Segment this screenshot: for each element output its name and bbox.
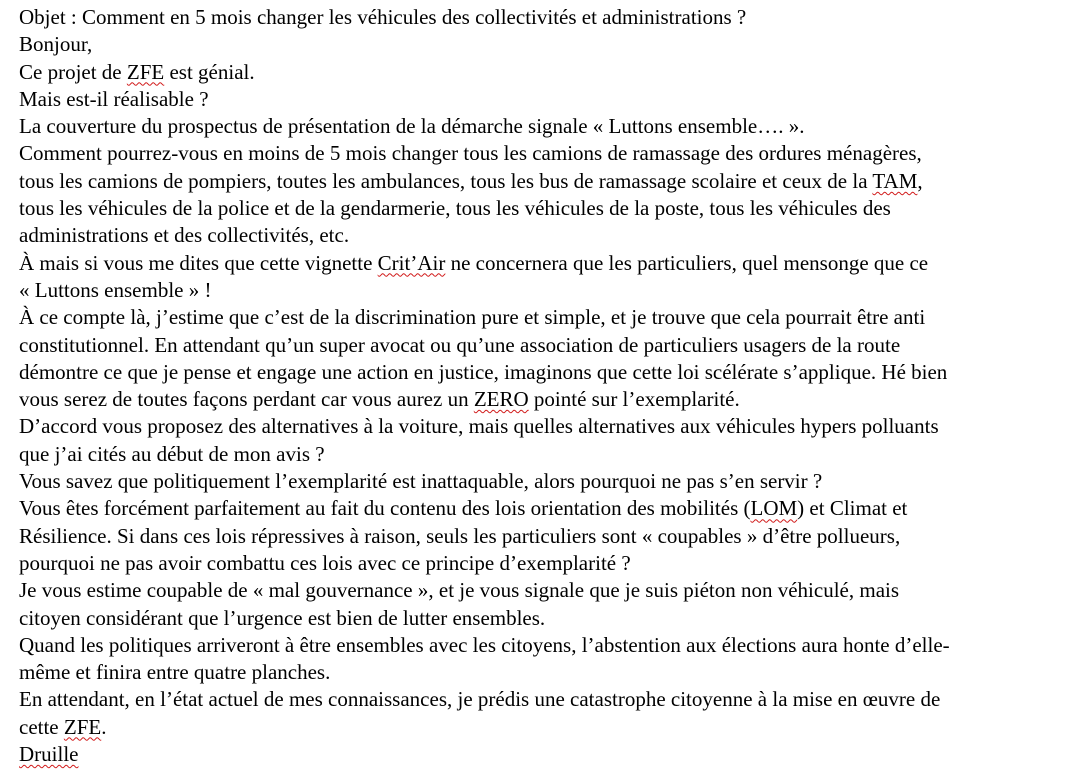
paragraph-9-line-3: pourquoi ne pas avoir combattu ces lois avec ce principe d’exemplarité ? [19,550,631,575]
text-run: cette [19,714,64,739]
spellcheck-flagged-word: ZFE [126,59,165,84]
spellcheck-flagged-word: LOM [750,496,798,521]
paragraph-1 [19,59,1081,86]
text-run: ne concernera que les particuliers, quel mensonge que ce [445,250,929,275]
paragraph-10 [19,577,1081,632]
text-run: vous serez de toutes façons perdant car vous aurez un [19,387,474,412]
text-run: , [917,168,923,193]
paragraph-1-line [19,59,1081,86]
spellcheck-flagged-word: Crit’Air [377,250,446,275]
paragraph-8 [19,468,1081,495]
paragraph-5 [19,250,1081,305]
paragraph-9 [19,495,1081,577]
text-run: . [101,714,107,739]
paragraph-4 [19,140,1081,249]
paragraph-2-line: Mais est-il réalisable ? [19,86,209,111]
paragraph-12-line-2 [19,714,1081,741]
paragraph-10-line-1: Je vous estime coupable de « mal gouvernance », et je vous signale que je suis piéton non véhiculé, mais [19,578,900,603]
paragraph-4-line-4: administrations et des collectivités, etc. [19,223,350,248]
paragraph-3-line: La couverture du prospectus de présentation de la démarche signale « Luttons ensemble…. ». [19,114,805,139]
paragraph-4-line-3: tous les véhicules de la police et de la gendarmerie, tous les véhicules de la poste, tous les véhicules des [19,196,891,221]
paragraph-11 [19,632,1081,687]
letter-document [19,4,1081,768]
paragraph-12-line-1: En attendant, en l’état actuel de mes connaissances, je prédis une catastrophe citoyenne à la mise en œuvre de [19,687,941,712]
greeting-line: Bonjour, [19,32,93,57]
paragraph-9-line-1 [19,495,1081,522]
paragraph-2 [19,86,1081,113]
paragraph-10-line-2: citoyen considérant que l’urgence est bien de lutter ensembles. [19,605,546,630]
paragraph-5-line-1 [19,250,1081,277]
paragraph-6-line-4 [19,386,1081,413]
text-run: Vous êtes forcément parfaitement au fait du contenu des lois orientation des mobilités ( [19,496,751,521]
text-run: est génial. [164,59,255,84]
text-run: Ce projet de [19,59,127,84]
signature-line: Druille [19,742,79,767]
text-run: tous les camions de pompiers, toutes les ambulances, tous les bus de ramassage scolaire et ceux de la [19,168,873,193]
letter-subject [19,4,1081,31]
paragraph-3 [19,113,1081,140]
text-run: À mais si vous me dites que cette vignette [19,250,378,275]
paragraph-6-line-3: démontre ce que je pense et engage une action en justice, imaginons que cette loi scélérate s’applique. Hé bien [19,359,948,384]
spellcheck-flagged-word: ZERO [473,387,529,412]
text-run: pointé sur l’exemplarité. [528,387,740,412]
paragraph-7-line-1: D’accord vous proposez des alternatives à la voiture, mais quelles alternatives aux véhicules hypers polluants [19,414,939,439]
text-run: ) et Climat et [797,496,908,521]
paragraph-6-line-1: À ce compte là, j’estime que c’est de la discrimination pure et simple, et je trouve que cela pourrait être anti [19,305,926,330]
paragraph-9-line-2: Résilience. Si dans ces lois répressives à raison, seuls les particuliers sont « coupables » d’être pollueurs, [19,523,901,548]
paragraph-6-line-2: constitutionnel. En attendant qu’un super avocat ou qu’une association de particuliers usagers de la route [19,332,901,357]
spellcheck-flagged-word: TAM [872,168,918,193]
spellcheck-flagged-word: ZFE [63,714,102,739]
paragraph-5-line-2: « Luttons ensemble » ! [19,277,212,302]
paragraph-7 [19,413,1081,468]
subject-line: Objet : Comment en 5 mois changer les véhicules des collectivités et administrations ? [19,5,747,29]
paragraph-6 [19,304,1081,413]
paragraph-4-line-2 [19,168,1081,195]
paragraph-12 [19,686,1081,741]
paragraph-8-line: Vous savez que politiquement l’exemplarité est inattaquable, alors pourquoi ne pas s’en servir ? [19,469,823,494]
paragraph-11-line-2: même et finira entre quatre planches. [19,660,331,685]
paragraph-11-line-1: Quand les politiques arriveront à être ensembles avec les citoyens, l’abstention aux élections aura honte d’elle- [19,632,950,657]
paragraph-4-line-1: Comment pourrez-vous en moins de 5 mois changer tous les camions de ramassage des ordures ménagères, [19,141,922,166]
paragraph-7-line-2: que j’ai cités au début de mon avis ? [19,441,325,466]
letter-signature [19,741,1081,768]
letter-greeting [19,31,1081,58]
